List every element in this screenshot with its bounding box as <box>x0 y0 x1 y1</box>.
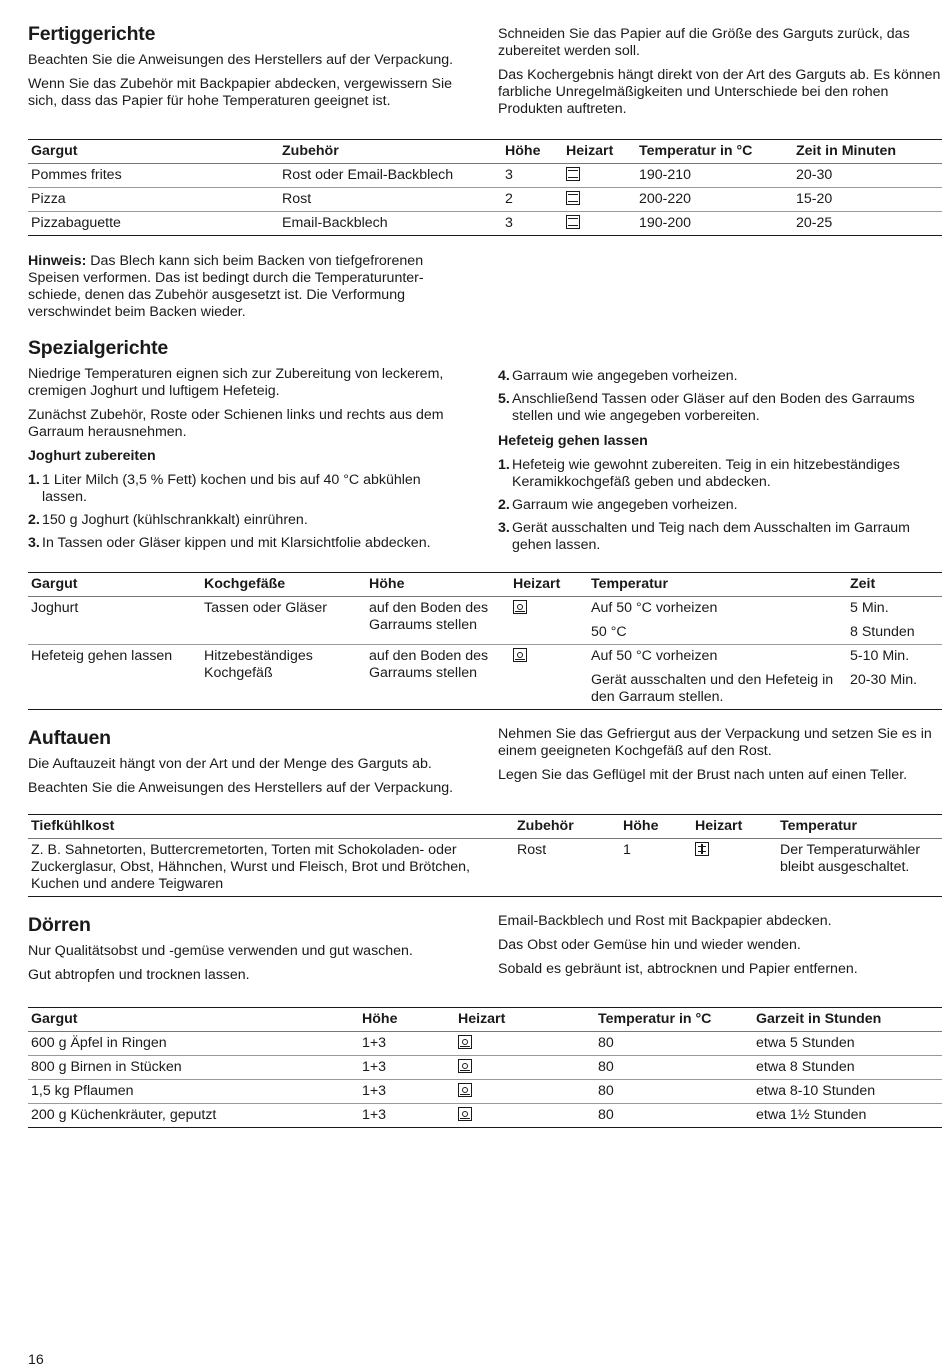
spezial-table <box>28 572 942 710</box>
list-item: 3. In Tassen oder Gläser kippen und mit Klarsichtfolie abdecken. <box>28 535 431 551</box>
cell-temperatur: Der Temperaturwähler bleibt ausgeschaltet. <box>777 839 942 897</box>
cell-hoehe: auf den Boden des Garraums stellen <box>366 597 510 645</box>
cell-hoehe: auf den Boden des Garraums stellen <box>366 645 510 710</box>
defrost-icon <box>695 842 709 856</box>
col-zeit: Zeit <box>847 573 942 597</box>
col-hoehe: Höhe <box>366 573 510 597</box>
table-row <box>28 188 942 212</box>
cell-heizart <box>563 164 636 188</box>
cell-zubehoer: Rost oder Email-Backblech <box>279 164 502 188</box>
col-temperatur: Temperatur in °C <box>636 140 793 164</box>
auftauen-section <box>28 726 942 804</box>
cell-hoehe: 1 <box>620 839 692 897</box>
col-hoehe: Höhe <box>620 815 692 839</box>
col-zubehoer: Zubehör <box>279 140 502 164</box>
fertig-p3: Schneiden Sie das Papier auf die Größe des Garguts zurück, das zubereitet werden soll. <box>498 26 910 59</box>
col-hoehe: Höhe <box>502 140 563 164</box>
col-gargut: Gargut <box>28 573 201 597</box>
cell-temperatur: 190-210 <box>636 164 793 188</box>
hot-air-icon <box>458 1035 472 1049</box>
hot-air-icon <box>458 1083 472 1097</box>
cell-hoehe: 1+3 <box>359 1056 455 1080</box>
cell-hoehe: 2 <box>502 188 563 212</box>
auftauen-p3: Nehmen Sie das Gefriergut aus der Verpackung und setzen Sie es in einem geeigneten Kochgefäß auf den Rost. <box>498 726 932 759</box>
doerren-section <box>28 913 942 991</box>
cell-gargut: Pommes frites <box>28 164 279 188</box>
cell-zubehoer: Rost <box>514 839 620 897</box>
list-item: 1. 1 Liter Milch (3,5 % Fett) kochen und bis auf 40 °C abkühlen lassen. <box>28 472 421 505</box>
cell-gargut: Joghurt <box>28 597 201 645</box>
cell-temperatur: 200-220 <box>636 188 793 212</box>
cell-heizart <box>563 212 636 236</box>
table-row <box>28 1080 942 1104</box>
cell-gefaess: Tassen oder Gläser <box>201 597 366 645</box>
top-bottom-heat-icon <box>566 191 580 205</box>
cell-gargut: 1,5 kg Pflaumen <box>28 1080 359 1104</box>
col-zubehoer: Zubehör <box>514 815 620 839</box>
cell-zubehoer: Rost <box>279 188 502 212</box>
col-hoehe: Höhe <box>359 1008 455 1032</box>
cell-temperatur: Auf 50 °C vorheizen 50 °C <box>588 597 847 645</box>
spezial-title: Spezialgerichte <box>28 337 169 359</box>
cell-gargut: Pizza <box>28 188 279 212</box>
col-zeit: Zeit in Minuten <box>793 140 942 164</box>
col-tiefkuehlkost: Tiefkühlkost <box>28 815 514 839</box>
cell-temperatur: 80 <box>595 1104 753 1128</box>
doerren-title: Dörren <box>28 914 91 936</box>
cell-gargut: 200 g Küchenkräuter, geputzt <box>28 1104 359 1128</box>
col-kochgefaesse: Kochgefäße <box>201 573 366 597</box>
hot-air-icon <box>458 1107 472 1121</box>
col-gargut: Gargut <box>28 1008 359 1032</box>
cell-heizart <box>510 597 588 645</box>
doerren-p2: Gut abtropfen und trocknen lassen. <box>28 967 250 983</box>
cell-zubehoer: Email-Backblech <box>279 212 502 236</box>
cell-gargut: Hefeteig gehen lassen <box>28 645 201 710</box>
doerren-p1: Nur Qualitätsobst und -gemüse verwenden und gut waschen. <box>28 943 413 959</box>
note-label: Hinweis: <box>28 253 87 269</box>
table-row <box>28 1032 942 1056</box>
spezial-p1: Niedrige Temperaturen eignen sich zur Zubereitung von leckerem, cremigen Joghurt und luftigem Hefeteig. <box>28 366 444 399</box>
fertig-note <box>28 253 468 321</box>
top-bottom-heat-icon <box>566 167 580 181</box>
table-row <box>28 1056 942 1080</box>
col-heizart: Heizart <box>563 140 636 164</box>
col-temperatur: Temperatur <box>777 815 942 839</box>
doerren-p3: Email-Backblech und Rost mit Backpapier abdecken. <box>498 913 832 929</box>
table-row <box>28 597 942 645</box>
cell-garzeit: etwa 1½ Stunden <box>753 1104 942 1128</box>
list-item: 3. Gerät ausschalten und Teig nach dem Ausschalten im Garraum gehen lassen. <box>498 520 910 553</box>
joghurt-title: Joghurt zubereiten <box>28 448 156 464</box>
fertig-title: Fertiggerichte <box>28 23 156 45</box>
cell-gargut: 800 g Birnen in Stücken <box>28 1056 359 1080</box>
fertig-p4: Das Kochergebnis hängt direkt von der Art des Garguts ab. Es können farbliche Unregelmäßigkeiten und Unterschiede bei den rohen Produkten auftreten. <box>498 67 941 117</box>
cell-hoehe: 1+3 <box>359 1104 455 1128</box>
cell-gargut: 600 g Äpfel in Ringen <box>28 1032 359 1056</box>
joghurt-steps-cont <box>498 368 942 425</box>
cell-zeit: 15-20 <box>793 188 942 212</box>
top-bottom-heat-icon <box>566 215 580 229</box>
cell-tiefkuehlkost: Z. B. Sahnetorten, Buttercremetorten, Torten mit Schokoladen- oder Zuckerglasur, Obst, Hähnchen, Wurst und Fleisch, Brot und Brötchen, Kuchen und andere Teigwaren <box>28 839 514 897</box>
cell-heizart <box>692 839 777 897</box>
cell-hoehe: 1+3 <box>359 1080 455 1104</box>
fertig-table <box>28 139 942 236</box>
cell-hoehe: 3 <box>502 212 563 236</box>
col-garzeit: Garzeit in Stunden <box>753 1008 942 1032</box>
cell-hoehe: 1+3 <box>359 1032 455 1056</box>
cell-heizart <box>455 1104 595 1128</box>
cell-garzeit: etwa 8 Stunden <box>753 1056 942 1080</box>
col-heizart: Heizart <box>455 1008 595 1032</box>
cell-heizart <box>563 188 636 212</box>
col-gargut: Gargut <box>28 140 279 164</box>
cell-heizart <box>510 645 588 710</box>
hot-air-icon <box>458 1059 472 1073</box>
fertig-p2: Wenn Sie das Zubehör mit Backpapier abdecken, vergewissern Sie sich, dass das Papier für hohe Temperaturen geeignet ist. <box>28 76 453 109</box>
list-item: 4. Garraum wie angegeben vorheizen. <box>498 368 738 384</box>
cell-heizart <box>455 1080 595 1104</box>
cell-gargut: Pizzabaguette <box>28 212 279 236</box>
cell-temperatur: 80 <box>595 1080 753 1104</box>
hot-air-icon <box>513 600 527 614</box>
auftauen-p2: Beachten Sie die Anweisungen des Herstellers auf der Verpackung. <box>28 780 454 796</box>
cell-temperatur: 190-200 <box>636 212 793 236</box>
cell-heizart <box>455 1056 595 1080</box>
joghurt-steps <box>28 472 468 552</box>
doerren-table <box>28 1007 942 1128</box>
cell-garzeit: etwa 8-10 Stunden <box>753 1080 942 1104</box>
cell-zeit: 5 Min. 8 Stunden <box>847 597 942 645</box>
cell-temperatur: 80 <box>595 1056 753 1080</box>
col-temperatur: Temperatur in °C <box>595 1008 753 1032</box>
auftauen-p1: Die Auftauzeit hängt von der Art und der Menge des Garguts ab. <box>28 756 432 772</box>
cell-zeit: 20-30 <box>793 164 942 188</box>
list-item: 5. Anschließend Tassen oder Gläser auf den Boden des Garraums stellen und wie angegeben vorbereiten. <box>498 391 915 424</box>
cell-heizart <box>455 1032 595 1056</box>
page <box>28 0 942 1128</box>
fertig-p1: Beachten Sie die Anweisungen des Herstellers auf der Verpackung. <box>28 52 454 68</box>
auftauen-p4: Legen Sie das Geflügel mit der Brust nach unten auf einen Teller. <box>498 767 908 783</box>
spezial-section <box>28 336 942 560</box>
col-heizart: Heizart <box>510 573 588 597</box>
list-item: 2. 150 g Joghurt (kühlschrankkalt) einrühren. <box>28 512 308 528</box>
cell-garzeit: etwa 5 Stunden <box>753 1032 942 1056</box>
list-item: 1. Hefeteig wie gewohnt zubereiten. Teig in ein hitzebeständiges Keramikkochgefäß geben und abdecken. <box>498 457 900 490</box>
spezial-p2: Zunächst Zubehör, Roste oder Schienen links und rechts aus dem Garraum herausnehmen. <box>28 407 444 440</box>
col-heizart: Heizart <box>692 815 777 839</box>
cell-zeit: 5-10 Min. 20-30 Min. <box>847 645 942 710</box>
table-row <box>28 164 942 188</box>
list-item: 2. Garraum wie angegeben vorheizen. <box>498 497 738 513</box>
auftauen-table <box>28 814 942 897</box>
hot-air-icon <box>513 648 527 662</box>
col-temperatur: Temperatur <box>588 573 847 597</box>
cell-temperatur: Auf 50 °C vorheizen Gerät ausschalten und den Hefeteig in den Garraum stellen. <box>588 645 847 710</box>
cell-temperatur: 80 <box>595 1032 753 1056</box>
table-row <box>28 645 942 710</box>
fertig-section <box>28 22 942 125</box>
hefe-steps <box>498 457 942 554</box>
table-row <box>28 212 942 236</box>
table-row <box>28 1104 942 1128</box>
cell-hoehe: 3 <box>502 164 563 188</box>
cell-gefaess: Hitzebeständiges Kochgefäß <box>201 645 366 710</box>
doerren-p5: Sobald es gebräunt ist, abtrocknen und Papier entfernen. <box>498 961 858 977</box>
auftauen-title: Auftauen <box>28 727 111 749</box>
page-number: 16 <box>28 1352 44 1368</box>
doerren-p4: Das Obst oder Gemüse hin und wieder wenden. <box>498 937 801 953</box>
table-row <box>28 839 942 897</box>
note-text: Das Blech kann sich beim Backen von tiefgefrorenen Speisen verformen. Das ist bedingt durch die Temperaturunterschiede, denen das Zubehör ausgesetzt ist. Die Verformung verschwindet beim Backen wieder. <box>28 253 424 320</box>
hefe-title: Hefeteig gehen lassen <box>498 433 648 449</box>
cell-zeit: 20-25 <box>793 212 942 236</box>
